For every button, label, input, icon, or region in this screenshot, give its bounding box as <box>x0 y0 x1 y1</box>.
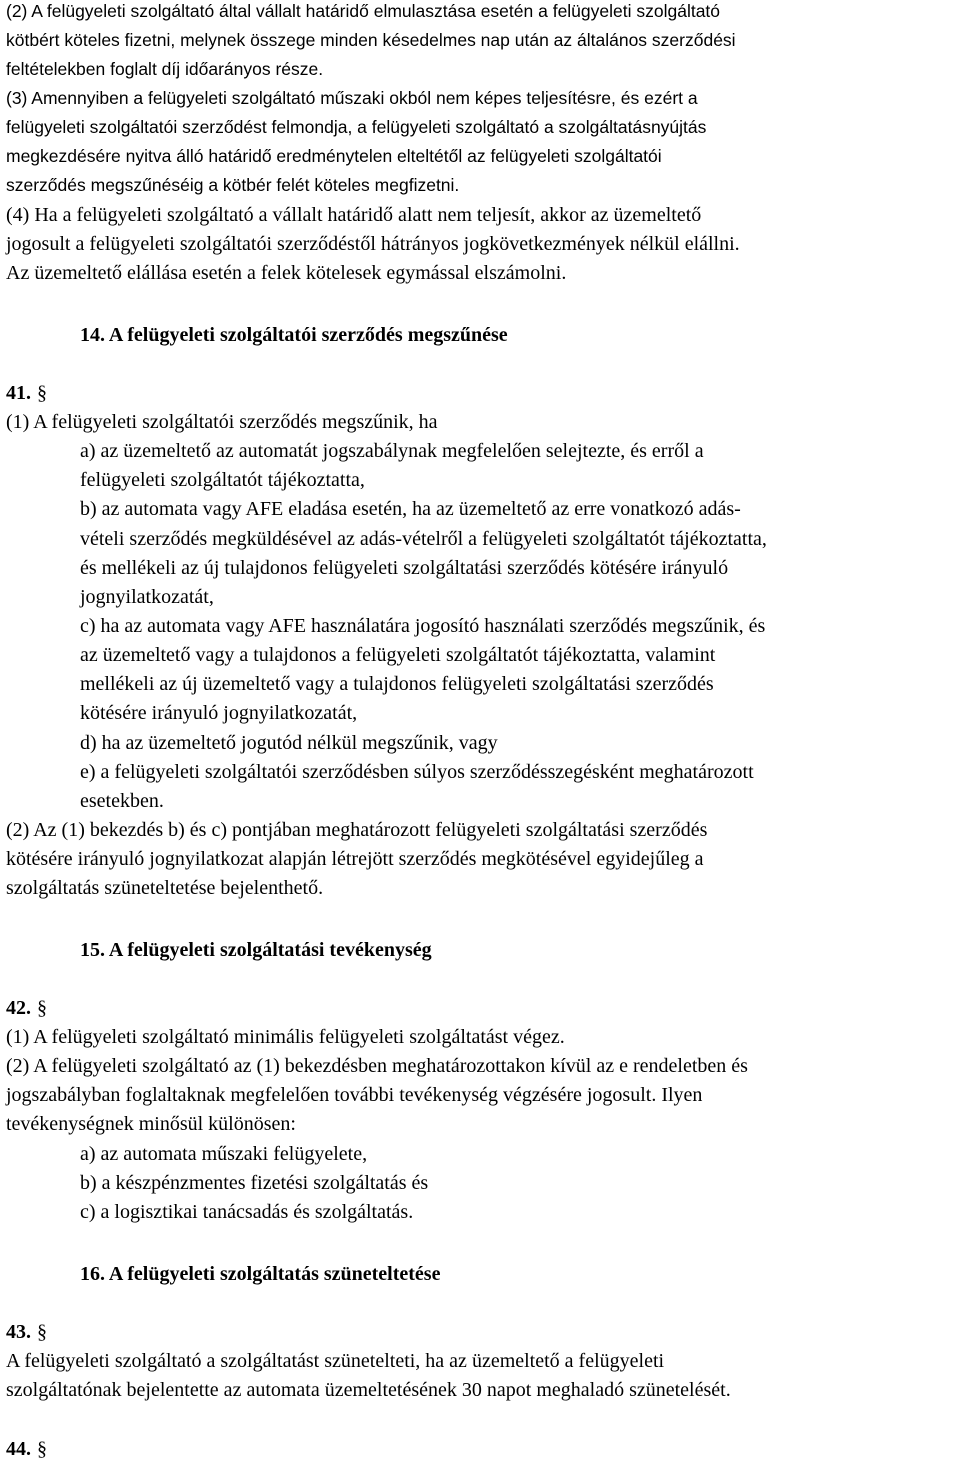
list-item: b) a készpénzmentes fizetési szolgáltatás és <box>80 1172 429 1194</box>
paragraph-line: jogszabályban foglaltaknak megfelelően további tevékenység végzésére jogosult. Ilyen <box>6 1084 703 1106</box>
paragraph-number-41 <box>6 381 47 405</box>
section-heading-15: 15. A felügyeleti szolgáltatási tevékenység <box>80 939 432 961</box>
list-item: e) a felügyeleti szolgáltatói szerződésben súlyos szerződésszegésként meghatározott <box>80 761 754 783</box>
paragraph-line: megkezdésére nyitva álló határidő eredménytelen elteltétől az felügyeleti szolgáltatói <box>6 146 662 166</box>
list-item-continued: mellékeli az új üzemeltető vagy a tulajdonos felügyeleti szolgáltatási szerződés <box>80 673 714 695</box>
paragraph-line: szerződés megszűnéséig a kötbér felét köteles megfizetni. <box>6 175 460 195</box>
list-item-continued: jognyilatkozatát, <box>80 586 214 608</box>
paragraph-line: (1) A felügyeleti szolgáltatói szerződés megszűnik, ha <box>6 411 438 433</box>
section-sign-icon: § <box>37 1438 47 1460</box>
paragraph-line: kötbért köteles fizetni, melynek összege minden késedelmes nap után az általános szerződési <box>6 30 736 50</box>
paragraph-line: (4) Ha a felügyeleti szolgáltató a vállalt határidő alatt nem teljesít, akkor az üzemeltető <box>6 204 702 226</box>
list-item-continued: vételi szerződés megküldésével az adás-vételről a felügyeleti szolgáltatót tájékoztatta, <box>80 528 767 550</box>
paragraph-line: felügyeleti szolgáltatói szerződést felmondja, a felügyeleti szolgáltató a szolgáltatásnyújtás <box>6 117 707 137</box>
paragraph-number-text: 41. <box>6 382 31 404</box>
paragraph-line: Az üzemeltető elállása esetén a felek kötelesek egymással elszámolni. <box>6 262 567 284</box>
paragraph-line: tevékenységnek minősül különösen: <box>6 1113 296 1135</box>
paragraph-line: (2) A felügyeleti szolgáltató által vállalt határidő elmulasztása esetén a felügyeleti szolgáltató <box>6 1 721 21</box>
list-item-continued: felügyeleti szolgáltatót tájékoztatta, <box>80 469 365 491</box>
paragraph-line: (3) Amennyiben a felügyeleti szolgáltató műszaki okból nem képes teljesítésre, és ezért a <box>6 88 698 108</box>
section-sign-icon: § <box>37 997 47 1019</box>
paragraph-number-text: 44. <box>6 1438 31 1460</box>
paragraph-number-text: 42. <box>6 997 31 1019</box>
paragraph-line: feltételekben foglalt díj időarányos része. <box>6 59 324 79</box>
paragraph-line: (2) Az (1) bekezdés b) és c) pontjában meghatározott felügyeleti szolgáltatási szerződés <box>6 819 708 841</box>
list-item: a) az automata műszaki felügyelete, <box>80 1143 368 1165</box>
paragraph-number-text: 43. <box>6 1321 31 1343</box>
list-item-continued: és mellékeli az új tulajdonos felügyeleti szolgáltatási szerződés kötésére irányuló <box>80 557 729 579</box>
paragraph-line: jogosult a felügyeleti szolgáltatói szerződéstől hátrányos jogkövetkezmények nélkül elállni. <box>6 233 740 255</box>
list-item: d) ha az üzemeltető jogutód nélkül megszűnik, vagy <box>80 732 498 754</box>
paragraph-line: A felügyeleti szolgáltató a szolgáltatást szünetelteti, ha az üzemeltető a felügyeleti <box>6 1350 665 1372</box>
section-sign-icon: § <box>37 382 47 404</box>
list-item: a) az üzemeltető az automatát jogszabálynak megfelelően selejtezte, és erről a <box>80 440 704 462</box>
list-item-continued: kötésére irányuló jognyilatkozatát, <box>80 702 358 724</box>
paragraph-line: szolgáltatónak bejelentette az automata üzemeltetésének 30 napot meghaladó szünetelését. <box>6 1379 731 1401</box>
section-heading-14: 14. A felügyeleti szolgáltatói szerződés megszűnése <box>80 324 508 346</box>
paragraph-line: szolgáltatás szüneteltetése bejelenthető. <box>6 877 324 899</box>
paragraph-number-43 <box>6 1320 47 1344</box>
paragraph-line: (2) A felügyeleti szolgáltató az (1) bekezdésben meghatározottakon kívül az e rendeletben és <box>6 1055 748 1077</box>
list-item-continued: esetekben. <box>80 790 164 812</box>
paragraph-number-42 <box>6 996 47 1020</box>
section-sign-icon: § <box>37 1321 47 1343</box>
section-heading-16: 16. A felügyeleti szolgáltatás szüneteltetése <box>80 1263 441 1285</box>
paragraph-number-44 <box>6 1437 47 1461</box>
paragraph-line: kötésére irányuló jognyilatkozat alapján létrejött szerződés megkötésével egyidejűleg a <box>6 848 704 870</box>
paragraph-line: (1) A felügyeleti szolgáltató minimális felügyeleti szolgáltatást végez. <box>6 1026 565 1048</box>
list-item: c) ha az automata vagy AFE használatára jogosító használati szerződés megszűnik, és <box>80 615 766 637</box>
list-item: b) az automata vagy AFE eladása esetén, ha az üzemeltető az erre vonatkozó adás- <box>80 498 741 520</box>
list-item-continued: az üzemeltető vagy a tulajdonos a felügyeleti szolgáltatót tájékoztatta, valamint <box>80 644 716 666</box>
list-item: c) a logisztikai tanácsadás és szolgáltatás. <box>80 1201 414 1223</box>
